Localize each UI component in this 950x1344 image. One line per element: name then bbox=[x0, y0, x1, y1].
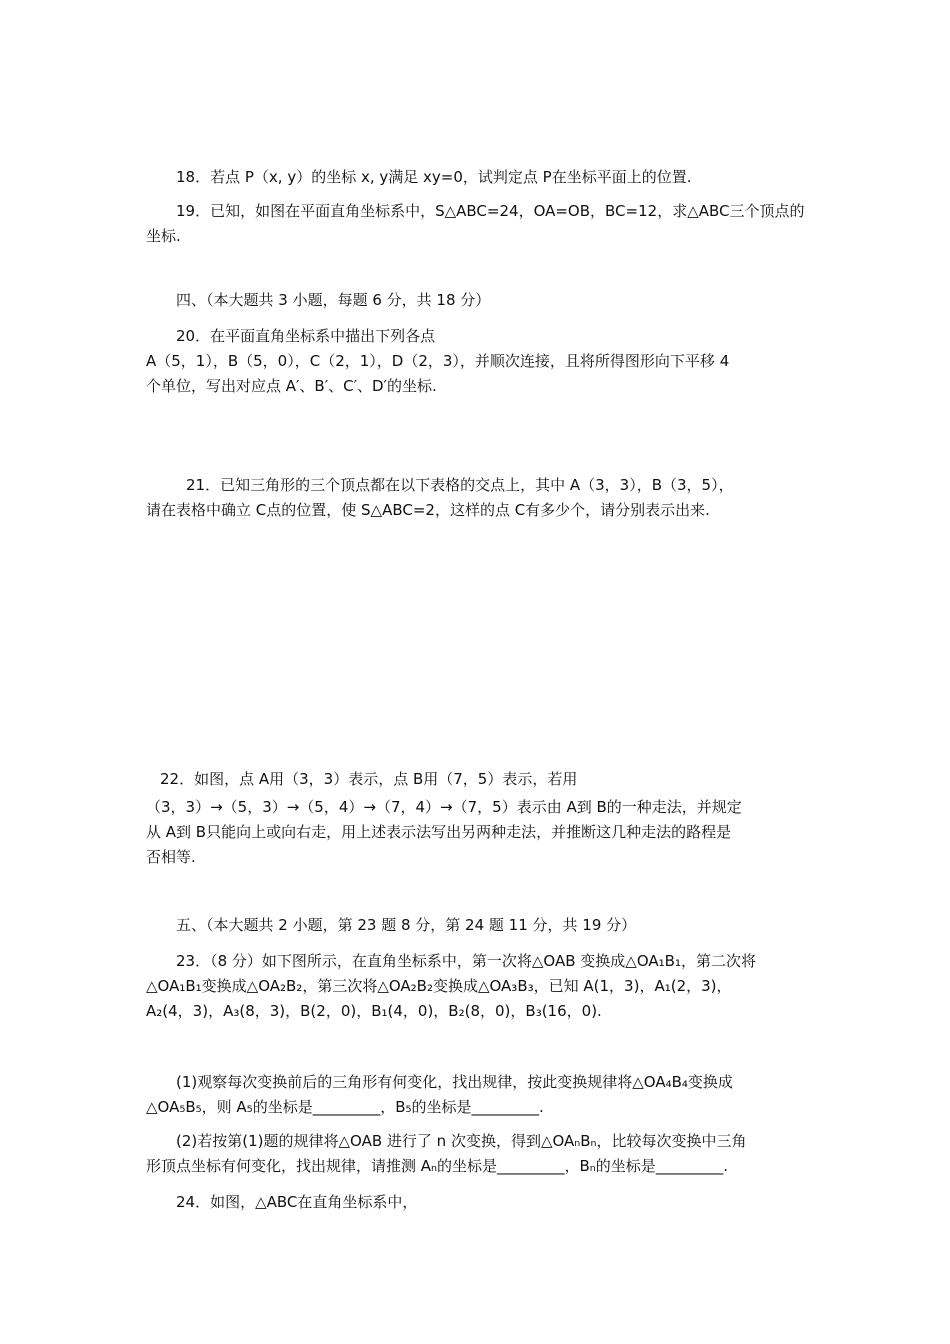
question-22-line-2: （3，3）→（5，3）→（5，4）→（7，4）→（7，5）表示由 A到 B的一种走法，并规定 bbox=[146, 798, 742, 816]
question-21-line-1: 21．已知三角形的三个顶点都在以下表格的交点上，其中 A（3，3），B（3，5）， bbox=[186, 476, 734, 494]
question-21-line-2: 请在表格中确立 C点的位置，使 S△ABC=2，这样的点 C有多少个，请分别表示出来. bbox=[146, 501, 710, 519]
question-23-part-2-line-1: (2)若按第(1)题的规律将△OAB 进行了 n 次变换，得到△OAₙBₙ，比较每次变换中三角 bbox=[176, 1132, 747, 1150]
question-24-line-1: 24．如图，△ABC在直角坐标系中， bbox=[176, 1193, 418, 1211]
question-19-line-2: 坐标. bbox=[146, 227, 181, 245]
question-20-line-1: 20．在平面直角坐标系中描出下列各点 bbox=[176, 327, 436, 345]
question-20-line-2: A（5，1），B（5，0），C（2，1），D（2，3），并顺次连接，且将所得图形向下平移 4 bbox=[146, 352, 730, 370]
question-19-line-1: 19．已知，如图在平面直角坐标系中，S△ABC=24，OA=OB，BC=12，求△ABC三个顶点的 bbox=[176, 202, 805, 220]
question-23-line-3: A₂(4，3)，A₃(8，3)，B(2，0)，B₁(4，0)，B₂(8，0)，B₃(16，0). bbox=[146, 1002, 602, 1020]
question-18-line-1: 18．若点 P（x, y）的坐标 x, y满足 xy=0，试判定点 P在坐标平面上的位置. bbox=[176, 168, 692, 186]
section-4-heading: 四、（本大题共 3 小题，每题 6 分，共 18 分） bbox=[176, 291, 491, 309]
question-23-line-1: 23．（8 分）如下图所示，在直角坐标系中，第一次将△OAB 变换成△OA₁B₁，第二次将 bbox=[176, 952, 756, 970]
question-23-part-1-line-1: (1)观察每次变换前后的三角形有何变化，找出规律，按此变换规律将△OA₄B₄变换成 bbox=[176, 1073, 733, 1091]
question-23-part-1-line-2: △OA₅B₅，则 A₅的坐标是_________，B₅的坐标是_________. bbox=[146, 1098, 544, 1116]
question-22-line-3: 从 A到 B只能向上或向右走，用上述表示法写出另两种走法，并推断这几种走法的路程是 bbox=[146, 823, 732, 841]
question-22-line-1: 22．如图，点 A用（3，3）表示，点 B用（7，5）表示，若用 bbox=[160, 770, 578, 788]
question-22-line-4: 否相等. bbox=[146, 848, 196, 866]
question-23-line-2: △OA₁B₁变换成△OA₂B₂，第三次将△OA₂B₂变换成△OA₃B₃，已知 A(1，3)，A₁(2，3)， bbox=[146, 977, 732, 995]
question-20-line-3: 个单位，写出对应点 A′、B′、C′、D′的坐标. bbox=[146, 377, 437, 395]
question-23-part-2-line-2: 形顶点坐标有何变化，找出规律，请推测 Aₙ的坐标是_________，Bₙ的坐标是_________. bbox=[146, 1157, 729, 1175]
section-5-heading: 五、（本大题共 2 小题，第 23 题 8 分，第 24 题 11 分，共 19 分） bbox=[176, 916, 637, 934]
